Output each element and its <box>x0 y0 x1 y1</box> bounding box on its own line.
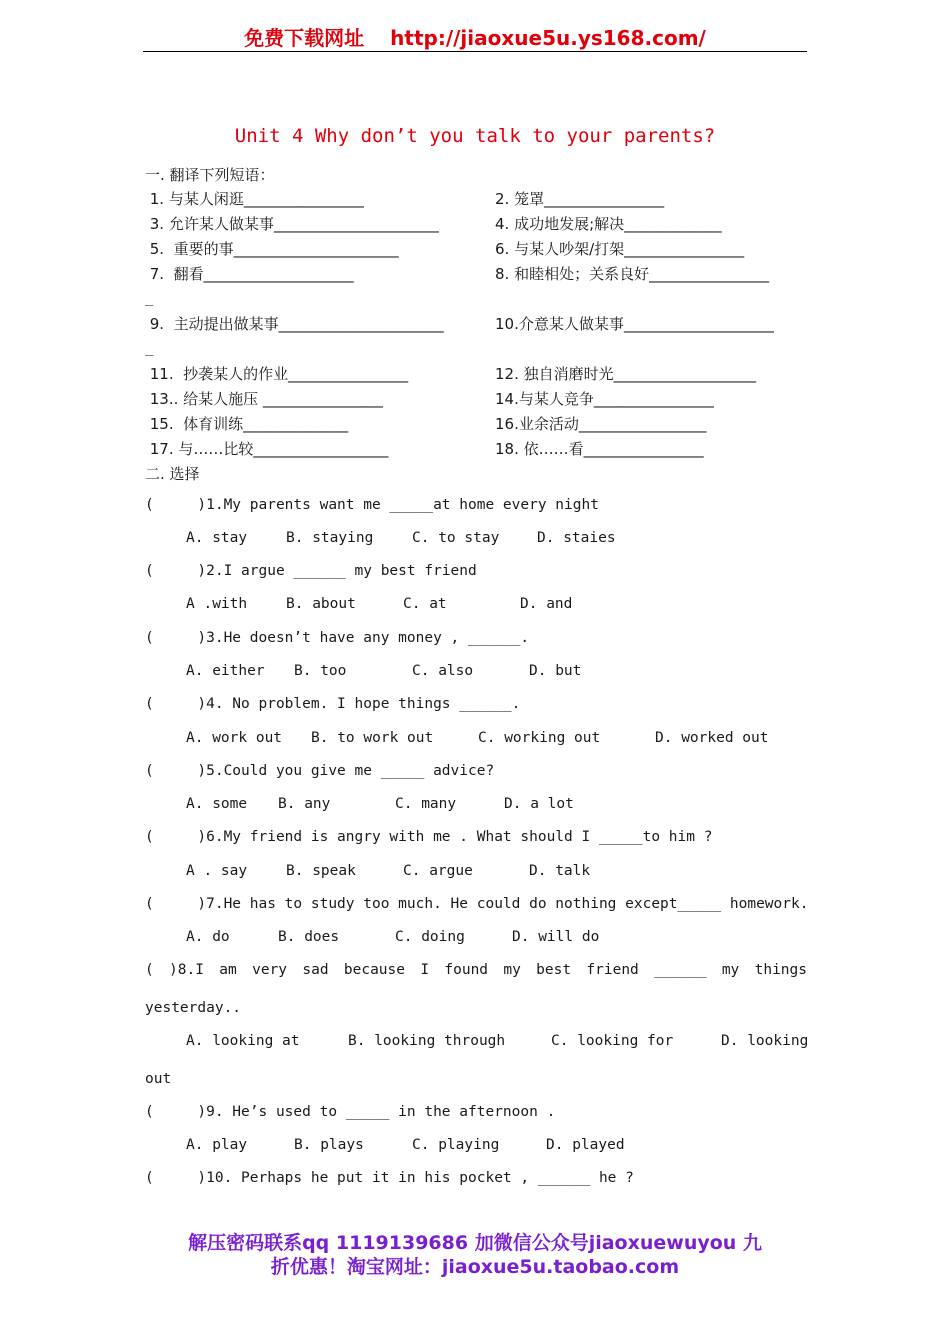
phrase-row <box>0 388 950 410</box>
phrase-row <box>0 313 950 335</box>
phrase-left: 15. 体育训练______________ <box>145 415 349 433</box>
page-header <box>0 22 950 51</box>
option-d: D. looking <box>721 1033 809 1049</box>
question-2: ( )2.I argue ______ my best friend <box>145 563 477 579</box>
phrase-row <box>0 188 950 210</box>
header-divider <box>143 51 807 52</box>
section2-heading: 二. 选择 <box>145 465 200 483</box>
phrase-left: 9. 主动提出做某事______________________ <box>145 315 444 333</box>
question-10: ( )10. Perhaps he put it in his pocket , ______ he ? <box>145 1170 634 1186</box>
question-3: ( )3.He doesn’t have any money , ______. <box>145 630 530 646</box>
question-4: ( )4. No problem. I hope things ______. <box>145 696 521 712</box>
option-b: B. plays <box>294 1137 364 1153</box>
phrase-row <box>0 213 950 235</box>
option-a: A. looking at <box>186 1033 300 1049</box>
option-b: B. staying <box>286 530 374 546</box>
option-c: C. doing <box>395 929 465 945</box>
phrase-row <box>0 413 950 435</box>
question-8: ( )8.I am very sad because I found my best friend ______ my things <box>145 962 807 978</box>
phrase-row <box>0 438 950 460</box>
header-label: 免费下载网址 <box>244 26 365 50</box>
option-d: D. and <box>520 596 573 612</box>
option-b: B. any <box>278 796 331 812</box>
option-b: B. about <box>286 596 356 612</box>
question-5: ( )5.Could you give me _____ advice? <box>145 763 495 779</box>
phrase-row <box>0 363 950 385</box>
phrase-left: 13.. 给某人施压 ________________ <box>145 390 383 408</box>
phrase-right: 14.与某人竞争________________ <box>495 390 714 408</box>
phrase-row <box>0 263 950 285</box>
option-a: A. either <box>186 663 265 679</box>
option-d: D. staies <box>537 530 616 546</box>
option-d: D. will do <box>512 929 600 945</box>
option-c: C. to stay <box>412 530 500 546</box>
phrase-left: 7. 翻看____________________ <box>145 265 354 283</box>
phrase-left: 5. 重要的事______________________ <box>145 240 399 258</box>
phrase-right: 10.介意某人做某事____________________ <box>495 315 774 333</box>
header-url-link[interactable]: http://jiaoxue5u.ys168.com/ <box>390 26 706 50</box>
phrase-left: 17. 与……比较__________________ <box>145 440 389 458</box>
option-b: B. to work out <box>311 730 434 746</box>
option-d: D. worked out <box>655 730 769 746</box>
option-c: C. at <box>403 596 447 612</box>
option-a: A. stay <box>186 530 248 546</box>
option-b: B. looking through <box>348 1033 506 1049</box>
option-a: A. some <box>186 796 248 812</box>
option-d: D. talk <box>529 863 591 879</box>
option-a: A . say <box>186 863 248 879</box>
option-d: D. but <box>529 663 582 679</box>
option-d-continued: out <box>145 1071 172 1087</box>
question-7: ( )7.He has to study too much. He could do nothing except_____ homework. <box>145 896 809 912</box>
question-9: ( )9. He’s used to _____ in the afternoon . <box>145 1104 556 1120</box>
option-b: B. too <box>294 663 347 679</box>
option-c: C. many <box>395 796 457 812</box>
option-d: D. played <box>546 1137 625 1153</box>
option-c: C. also <box>412 663 474 679</box>
footer-line-1: 解压密码联系qq 1119139686 加微信公众号jiaoxuewuyou 九 <box>188 1232 762 1254</box>
footer-line-2: 折优惠！淘宝网址：jiaoxue5u.taobao.com <box>270 1256 680 1278</box>
option-a: A. play <box>186 1137 248 1153</box>
wrap-dash: _ <box>145 290 154 306</box>
option-b: B. speak <box>286 863 356 879</box>
question-1: ( )1.My parents want me _____at home every night <box>145 497 599 513</box>
phrase-right: 18. 依……看________________ <box>495 440 704 458</box>
option-c: C. looking for <box>551 1033 674 1049</box>
section1-heading: 一. 翻译下列短语： <box>145 166 275 184</box>
page-title: Unit 4 Why don’t you talk to your parents? <box>234 125 716 147</box>
option-c: C. argue <box>403 863 473 879</box>
option-c: C. playing <box>412 1137 500 1153</box>
question-6: ( )6.My friend is angry with me . What should I _____to him ? <box>145 829 713 845</box>
phrase-right: 6. 与某人吵架/打架________________ <box>495 240 745 258</box>
phrase-left: 1. 与某人闲逛________________ <box>145 190 364 208</box>
wrap-dash: _ <box>145 340 154 356</box>
phrase-right: 8. 和睦相处；关系良好________________ <box>495 265 770 283</box>
phrase-right: 2. 笼罩________________ <box>495 190 665 208</box>
option-b: B. does <box>278 929 340 945</box>
phrase-right: 12. 独自消磨时光___________________ <box>495 365 757 383</box>
phrase-left: 11. 抄袭某人的作业________________ <box>145 365 409 383</box>
option-d: D. a lot <box>504 796 574 812</box>
phrase-right: 16.业余活动_________________ <box>495 415 707 433</box>
option-a: A. work out <box>186 730 283 746</box>
option-a: A .with <box>186 596 248 612</box>
option-c: C. working out <box>478 730 601 746</box>
option-a: A. do <box>186 929 230 945</box>
phrase-right: 4. 成功地发展;解决_____________ <box>495 215 722 233</box>
question-8-continued: yesterday.. <box>145 1000 242 1016</box>
phrase-left: 3. 允许某人做某事______________________ <box>145 215 439 233</box>
phrase-row <box>0 238 950 260</box>
